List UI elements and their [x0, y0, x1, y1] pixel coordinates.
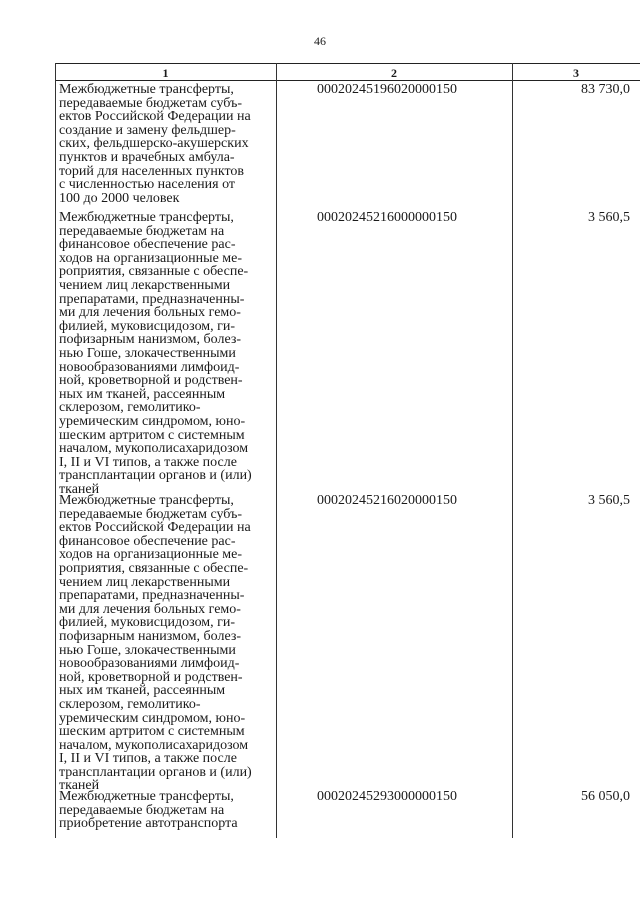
column-header-3: 3 [573, 66, 579, 80]
column-divider [55, 63, 56, 838]
page-number: 46 [314, 34, 326, 48]
row-description: Межбюджетные трансферты, передаваемые бюджетам на приобретение автотранспорта [59, 789, 238, 832]
row-code: 00020245216000000150 [317, 210, 457, 225]
budget-table [55, 63, 640, 905]
column-header-1: 1 [162, 66, 169, 80]
column-divider [512, 63, 513, 838]
row-amount: 83 730,0 [581, 82, 630, 97]
row-code: 00020245216020000150 [317, 493, 457, 508]
row-description: Межбюджетные трансферты, передаваемые бюджетам субъ- ектов Российской Федерации на финансовое обеспечение рас- ходов на организационные ме- роприятия, связанные с обеспе- чением лиц лекарственными препаратами, предназначенны- ми для лечения больных гемо- филией, муковисцидозом, ги- пофизарным нанизмом, болез- нью Гоше, злокачественными новообразованиями лимфоид- ной, кроветворной и родствен- ных им тканей, рассеянным склерозом, гемолитико- уремическим синдромом, юно- шеским артритом с системным началом, мукополисахаридозом I, II и VI типов, а также после трансплантации органов и (или) тканей [59, 493, 252, 794]
row-code: 00020245196020000150 [317, 82, 457, 97]
table-top-border [55, 63, 640, 64]
row-amount: 56 050,0 [581, 789, 630, 804]
row-description: Межбюджетные трансферты, передаваемые бюджетам субъ- ектов Российской Федерации на создание и замену фельдшер- ских, фельдшерско-акушерских пунктов и врачебных амбула- торий для населенных пунктов с численностью населения от 100 до 2000 человек [59, 82, 251, 206]
column-header-2: 2 [391, 66, 397, 80]
row-description: Межбюджетные трансферты, передаваемые бюджетам на финансовое обеспечение рас- ходов на организационные ме- роприятия, связанные с обеспе- чением лиц лекарственными препаратами, предназначенны- ми для лечения больных гемо- филией, муковисцидозом, ги- пофизарным нанизмом, болез- нью Гоше, злокачественными новообразованиями лимфоид- ной, кроветворной и родствен- ных им тканей, рассеянным склерозом, гемолитико- уремическим синдромом, юно- шеским артритом с системным началом, мукополисахаридозом I, II и VI типов, а также после трансплантации органов и (или) тканей [59, 210, 252, 497]
row-code: 00020245293000000150 [317, 789, 457, 804]
row-amount: 3 560,5 [588, 210, 630, 225]
row-amount: 3 560,5 [588, 493, 630, 508]
column-divider [276, 63, 277, 838]
